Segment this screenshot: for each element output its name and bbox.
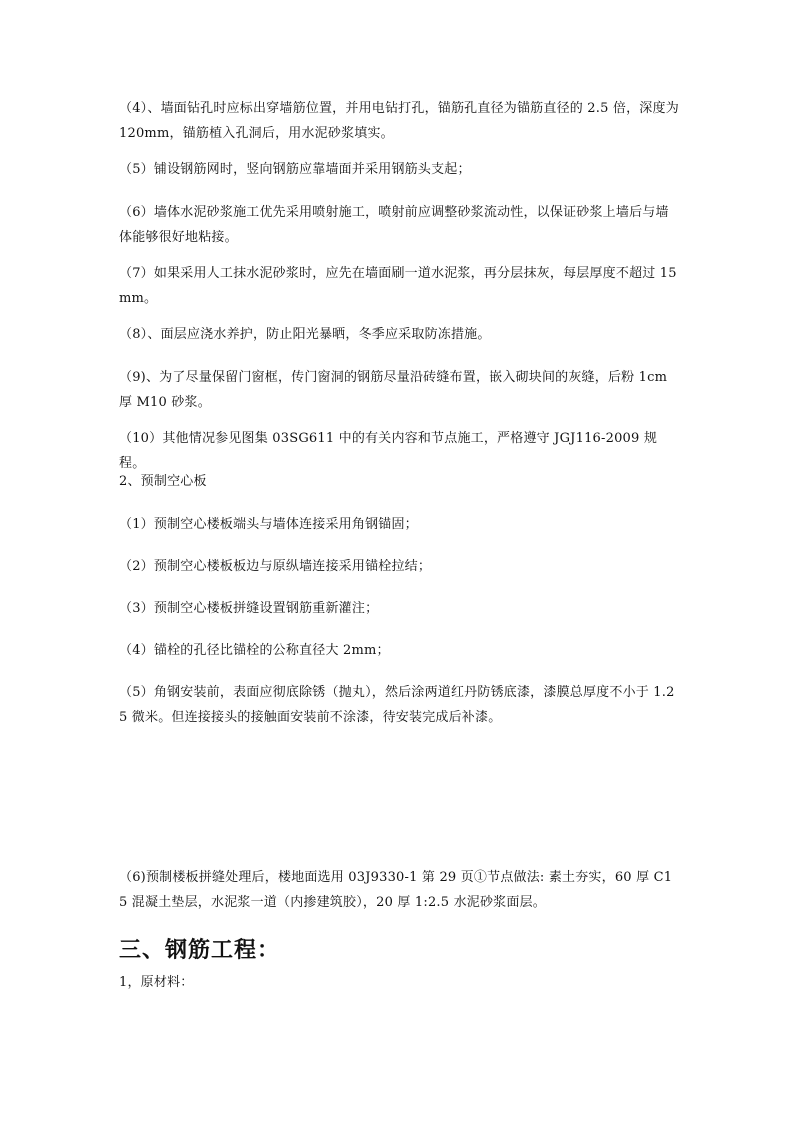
paragraph-1-7: （7）如果采用人工抹水泥砂浆时，应先在墙面刷一道水泥浆，再分层抹灰，每层厚度不超过 15mm。 <box>119 266 677 306</box>
paragraph-2-2: （2）预制空心楼板板边与原纵墙连接采用锚栓拉结； <box>119 559 432 574</box>
paragraph-2-6: （6)预制楼板拼缝处理后，楼地面选用 03J9330-1 第 29 页①节点做法: 素土夯实，60 厚 C15 混凝土垫层，水泥浆一道（内掺建筑胶），20 厚 1:2.5 水泥砂浆面层。 <box>119 870 673 910</box>
paragraph-2-4: （4）锚栓的孔径比锚栓的公称直径大 2mm； <box>119 643 390 658</box>
paragraph-1-6: （6）墙体水泥砂浆施工优先采用喷射施工，喷射前应调整砂浆流动性，以保证砂浆上墙后与墙体能够很好地粘接。 <box>119 205 669 245</box>
section-title-precast-slab: 2、预制空心板 <box>119 474 207 489</box>
paragraph-2-1: （1）预制空心楼板端头与墙体连接采用角钢锚固； <box>119 517 418 532</box>
section-heading-rebar: 三、钢筋工程： <box>119 937 281 963</box>
paragraph-2-3: （3）预制空心楼板拼缝设置钢筋重新灌注； <box>119 601 379 616</box>
paragraph-1-8: （8）、面层应浇水养护，防止阳光暴晒，冬季应采取防冻措施。 <box>119 327 491 342</box>
paragraph-1-4: （4）、墙面钻孔时应标出穿墙筋位置，并用电钻打孔，锚筋孔直径为锚筋直径的 2.5 倍，深度为 120mm，锚筋植入孔洞后，用水泥砂浆填实。 <box>119 101 679 141</box>
paragraph-1-5: （5）铺设钢筋网时，竖向钢筋应靠墙面并采用钢筋头支起； <box>119 162 471 177</box>
paragraph-1-10: （10）其他情况参见图集 03SG611 中的有关内容和节点施工，严格遵守 JGJ116-2009 规程。 <box>119 431 658 471</box>
paragraph-1-9: （9)、为了尽量保留门窗框，传门窗洞的钢筋尽量沿砖缝布置，嵌入砌块间的灰缝，后粉 1cm 厚 M10 砂浆。 <box>119 370 668 410</box>
list-item-raw-materials: 1，原材料： <box>119 975 194 990</box>
paragraph-2-5: （5）角钢安装前，表面应彻底除锈（抛丸），然后涂两道红丹防锈底漆，漆膜总厚度不小于 1.25 微米。但连接接头的接触面安装前不涂漆，待安装完成后补漆。 <box>119 685 675 725</box>
